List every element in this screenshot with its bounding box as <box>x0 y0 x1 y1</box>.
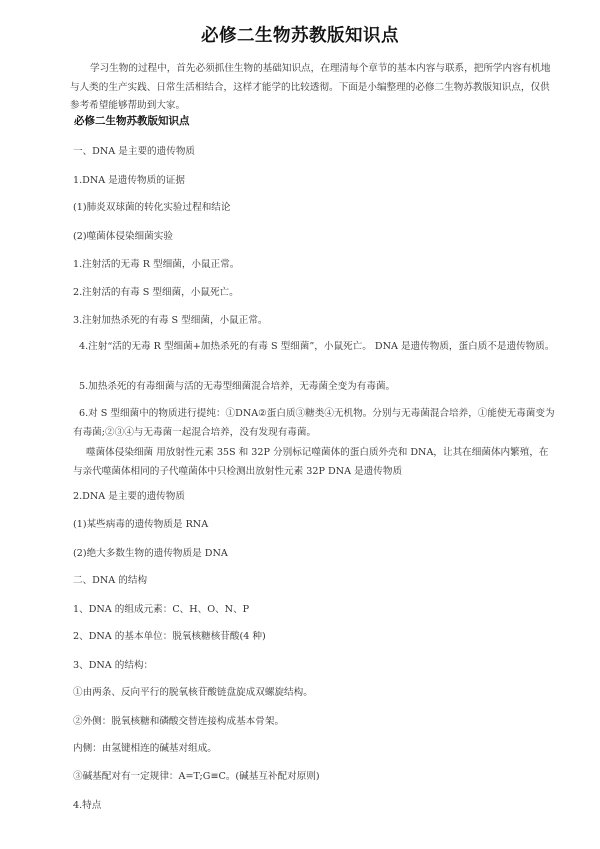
text-paragraph: 4.注射“活的无毒 R 型细菌+加热杀死的有毒 S 型细菌”，小鼠死亡。 DNA 是遗传物质，蛋白质不是遗传物质。 <box>79 341 555 352</box>
text-line: 5.加热杀死的有毒细菌与活的无毒型细菌混合培养，无毒菌全变为有毒菌。 <box>79 381 396 392</box>
text-line: ①由两条、反向平行的脱氧核苷酸链盘旋成双螺旋结构。 <box>73 687 313 698</box>
text-line: (2)绝大多数生物的遗传物质是 DNA <box>73 548 228 559</box>
heading-dna-structure: 二、DNA 的结构 <box>73 575 148 586</box>
text-paragraph: 噬菌体侵染细菌 用放射性元素 35S 和 32P 分别标记噬菌体的蛋白质外壳和 DNA，让其在细菌体内繁殖，在与亲代噬菌体相同的子代噬菌体中只检测出放射性元素 32P DNA 是遗传物质 <box>73 447 549 477</box>
text-line: (1)肺炎双球菌的转化实验过程和结论 <box>73 202 231 213</box>
text-line: 1、DNA 的组成元素：C、H、O、N、P <box>73 604 250 615</box>
text-line: 1.DNA 是遗传物质的证据 <box>73 175 185 186</box>
text-line: (1)某些病毒的遗传物质是 RNA <box>73 519 209 530</box>
text-line: 2.DNA 是主要的遗传物质 <box>73 491 185 502</box>
page-title: 必修二生物苏教版知识点 <box>201 26 399 46</box>
text-line: 内侧：由氢键相连的碱基对组成。 <box>73 743 217 754</box>
section-subheading: 必修二生物苏教版知识点 <box>74 115 190 127</box>
heading-dna-genetic-material: 一、DNA 是主要的遗传物质 <box>73 146 196 157</box>
text-line: ③碱基配对有一定规律：A=T;G≡C。(碱基互补配对原则) <box>73 771 320 782</box>
text-line: 3、DNA 的结构： <box>73 660 154 671</box>
text-line: ②外侧：脱氧核糖和磷酸交替连接构成基本骨架。 <box>73 716 285 727</box>
text-line: 2、DNA 的基本单位：脱氧核糖核苷酸(4 种) <box>73 631 266 642</box>
intro-paragraph: 学习生物的过程中，首先必须抓住生物的基础知识点，在理清每个章节的基本内容与联系，把所学内容有机地与人类的生产实践、日常生活相结合，这样才能学的比较透彻。下面是小编整理的必修二生物苏教版知识点，仅供参考希望能够帮助到大家。 <box>70 63 551 111</box>
text-line: 2.注射活的有毒 S 型细菌，小鼠死亡。 <box>73 287 239 298</box>
text-line: (2)噬菌体侵染细菌实验 <box>73 231 173 242</box>
text-line: 1.注射活的无毒 R 型细菌，小鼠正常。 <box>73 259 240 270</box>
text-paragraph: 6.对 S 型细菌中的物质进行提纯：①DNA②蛋白质③糖类④无机物。分别与无毒菌混合培养，①能使无毒菌变为有毒菌;②③④与无毒菌一起混合培养，没有发现有毒菌。 <box>73 408 555 438</box>
text-line: 3.注射加热杀死的有毒 S 型细菌，小鼠正常。 <box>73 315 268 326</box>
text-line: 4.特点 <box>73 800 102 811</box>
